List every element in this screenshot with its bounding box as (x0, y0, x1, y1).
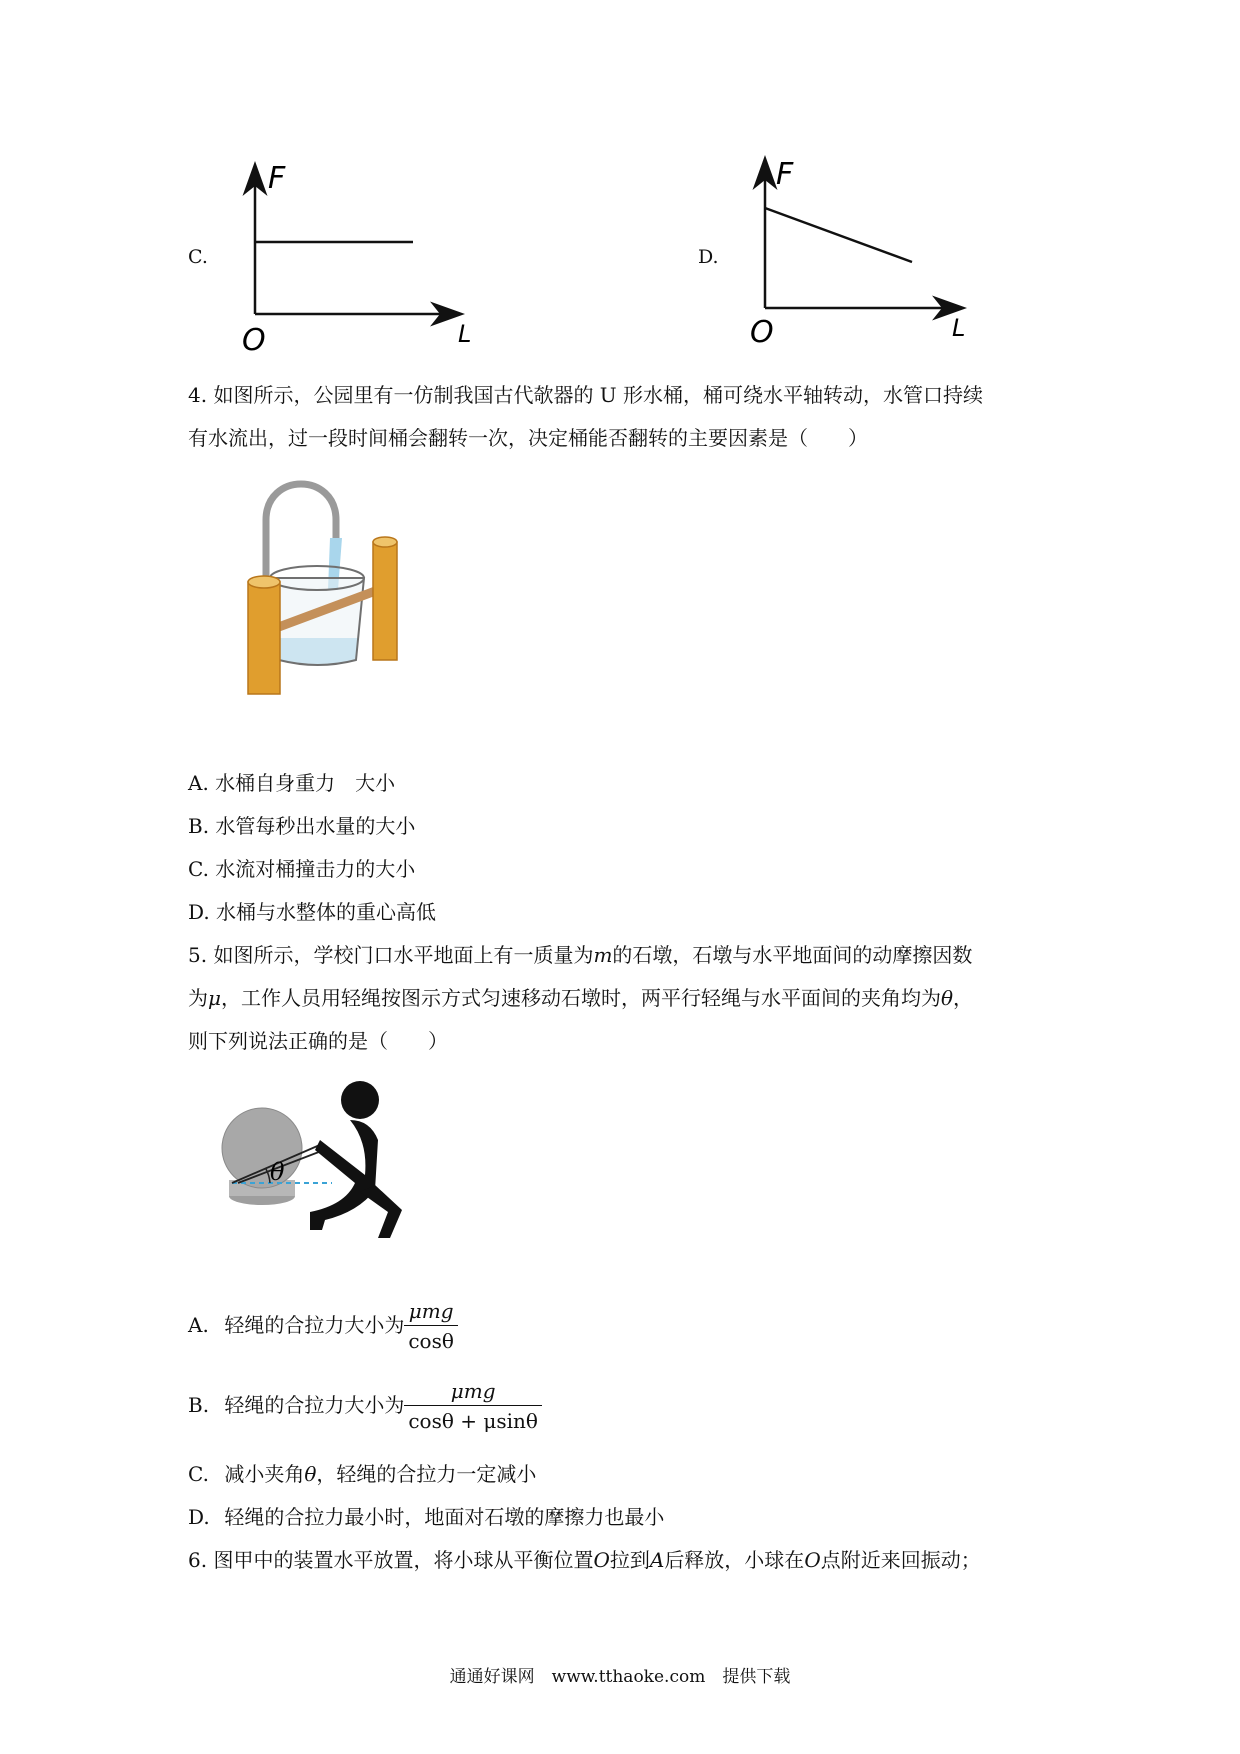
q5-stem-line2 (188, 977, 1068, 1020)
q4-option-a: A. 水桶自身重力 大小 (188, 771, 396, 795)
q5-mu-symbol: μ (208, 986, 221, 1010)
q6-point-o-2: O (804, 1548, 821, 1572)
q5-option-b-fraction (404, 1377, 542, 1436)
graph-d-f-label: F (776, 157, 794, 192)
q4-option-b: B. 水管每秒出水量的大小 (188, 814, 416, 838)
page-footer: 通通好课网 www.tthaoke.com 提供下载 (449, 1667, 791, 1687)
q4-stem-line1: 4. 如图所示，公园里有一仿制我国古代欹器的 U 形水桶，桶可绕水平轴转动，水管口持续 (188, 383, 984, 407)
q6-point-o: O (593, 1548, 610, 1572)
graph-d-line (765, 208, 912, 262)
left-post-top (248, 576, 280, 588)
q5-stem (188, 934, 1068, 1063)
q5-stem-2b: ，工作人员用轻绳按图示方式匀速移动石墩时，两平行轻绳与水平面间的夹角均为 (221, 986, 941, 1010)
q5-option-b-numerator: μmg (404, 1377, 542, 1406)
graph-d-option-label: D. (698, 246, 719, 268)
worker-head (341, 1081, 379, 1119)
graph-c-l-label: L (458, 320, 472, 348)
q5-option-a-text: 轻绳的合拉力大小为 (224, 1313, 405, 1337)
graph-c-o-label: O (242, 323, 266, 358)
q4-option-d: D. 水桶与水整体的重心高低 (188, 900, 437, 924)
figure-theta-label: θ (270, 1158, 285, 1186)
stone-figure (210, 1080, 410, 1240)
q6-stem-b: 拉到 (609, 1548, 650, 1572)
right-post-top (373, 537, 397, 547)
q6-stem-c: 后释放，小球在 (664, 1548, 805, 1572)
q5-option-a-numerator: μmg (404, 1297, 458, 1326)
q5-option-a-label: A. (188, 1313, 209, 1337)
q5-option-d (188, 1496, 664, 1538)
q5-option-c-theta: θ (304, 1462, 317, 1486)
q5-option-b-denominator: cosθ + μsinθ (408, 1409, 538, 1433)
q5-stem-1a: 5. 如图所示，学校门口水平地面上有一质量为 (188, 943, 594, 967)
q5-stem-2a: 为 (188, 986, 208, 1010)
q5-option-b-text: 轻绳的合拉力大小为 (224, 1393, 405, 1417)
q5-option-b-label: B. (188, 1393, 210, 1417)
q5-option-c-text-b: ，轻绳的合拉力一定减小 (316, 1462, 537, 1486)
q5-option-c-label: C. (188, 1462, 209, 1486)
q5-option-d-label: D. (188, 1505, 210, 1529)
q4-option-c: C. 水流对桶撞击力的大小 (188, 857, 416, 881)
graph-d-l-label: L (952, 314, 966, 342)
q6-stem-d: 点附近来回振动； (820, 1548, 981, 1572)
q5-option-a (188, 1295, 458, 1356)
q5-option-c-text-a: 减小夹角 (224, 1462, 305, 1486)
graph-c-f-label: F (268, 161, 286, 196)
q5-mass-symbol: m (593, 943, 613, 967)
q5-theta-symbol: θ (941, 986, 954, 1010)
graph-c (230, 150, 470, 360)
stone-ball (222, 1108, 302, 1188)
q6-stem-a: 6. 图甲中的装置水平放置，将小球从平衡位置 (188, 1548, 594, 1572)
q5-option-a-denominator: cosθ (408, 1329, 454, 1353)
q6-point-a: A (649, 1548, 665, 1572)
right-post (373, 542, 397, 660)
q5-option-c (188, 1453, 536, 1495)
q5-stem-line1 (188, 934, 1068, 977)
q6-stem (188, 1539, 981, 1581)
q5-stem-1b: 的石墩，石墩与水平地面间的动摩擦因数 (612, 943, 973, 967)
bucket-figure (238, 480, 408, 695)
worker-leg (360, 1185, 402, 1238)
q4-stem-line2: 有水流出，过一段时间桶会翻转一次，决定桶能否翻转的主要因素是（ ） (188, 426, 868, 450)
graph-d (740, 150, 980, 360)
q5-stem-line3: 则下列说法正确的是（ ） (188, 1029, 448, 1053)
worker-body (310, 1120, 378, 1230)
q5-option-d-text: 轻绳的合拉力最小时，地面对石墩的摩擦力也最小 (224, 1505, 665, 1529)
graph-d-o-label: O (750, 315, 774, 350)
q5-stem-2c: ， (953, 986, 974, 1010)
left-post (248, 582, 280, 694)
q5-option-b (188, 1375, 542, 1436)
q4-stem (188, 374, 1068, 460)
graph-c-option-label: C. (188, 246, 208, 268)
q5-option-a-fraction (404, 1297, 458, 1356)
